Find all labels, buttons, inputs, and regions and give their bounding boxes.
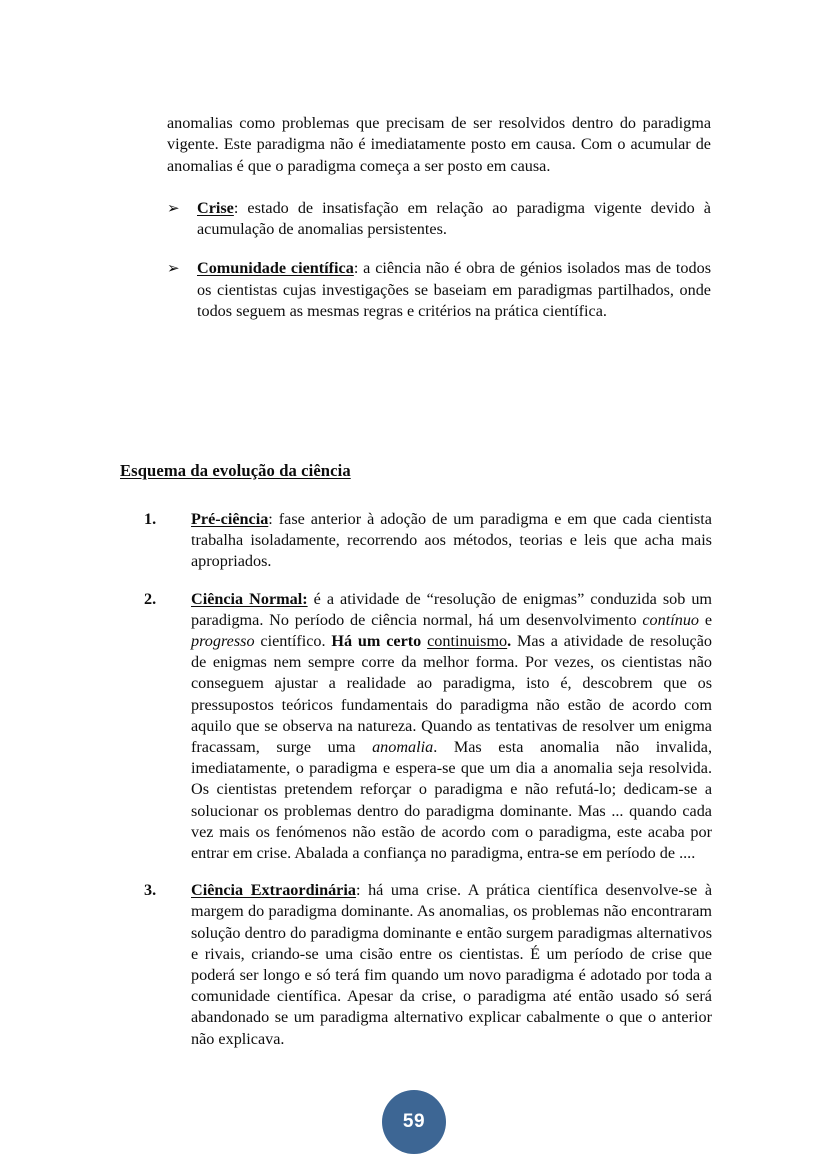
term-label: Crise xyxy=(197,199,234,217)
underlined-text: continuismo xyxy=(427,632,508,651)
bullet-list xyxy=(167,198,711,340)
item-body: a ciência não é obra de génios isolados mas de todos os cientistas cujas investigações se baseiam em paradigmas partilhados, onde todos seguem as mesmas regras e critérios na prática científica. xyxy=(197,259,711,320)
term-label: Comunidade científica xyxy=(197,259,354,278)
term-separator: : xyxy=(268,510,279,528)
section-heading: Esquema da evolução da ciência xyxy=(120,460,351,480)
item-body: fase anterior à adoção de um paradigma e em que cada cientista trabalha isoladamente, recorrendo aos métodos, teorias e leis que acha mais apropriados. xyxy=(191,510,712,571)
emphasis-text: contínuo xyxy=(642,610,700,629)
emphasis-text: anomalia xyxy=(372,738,434,757)
list-item xyxy=(144,589,712,865)
term-label: Ciência Extraordinária xyxy=(191,881,356,900)
item-body: há uma crise. A prática científica desenvolve-se à margem do paradigma dominante. As anomalias, os problemas não encontraram solução dentro do paradigma dominante e então surgem paradigmas alternativos e rivais, criando-se uma cisão entre os cientistas. É um período de crise que poderá ser longo e só terá fim quando um novo paradigma é adotado por toda a comunidade científica. Apesar da crise, o paradigma até então usado só será abandonado se um paradigma alternativo explicar cabalmente o que o anterior não explicava. xyxy=(191,881,712,1048)
item-body: estado de insatisfação em relação ao paradigma vigente devido à acumulação de anomalias persistentes. xyxy=(197,199,711,239)
term-label: Ciência Normal: xyxy=(191,589,308,608)
list-marker: 1. xyxy=(144,510,157,528)
arrow-bullet-icon: ➢ xyxy=(167,199,180,217)
arrow-bullet-icon: ➢ xyxy=(167,259,180,278)
list-item xyxy=(144,880,712,1050)
item-body: é a atividade de “resolução de enigmas” conduzida sob um paradigma. No período de ciência normal, há um desenvolvimento xyxy=(191,589,712,629)
item-body: . Mas esta anomalia não invalida, imediatamente, o paradigma e espera-se que um dia a anomalia seja resolvida. Os cientistas pretendem reforçar o paradigma e não refutá-lo; dedicam-se a solucionar os problemas dentro do paradigma dominante. Mas ... quando cada vez mais os fenómenos não estão de acordo com o paradigma, este acaba por entrar em crise. Abalada a confiança no paradigma, entra-se em período de .... xyxy=(191,738,712,863)
item-body: Mas a atividade de resolução de enigmas nem sempre corre da melhor forma. Por vezes, os cientistas não conseguem ajustar a realidade ao paradigma, isto é, descobrem que os pressupostos teóricos fundamentais do paradigma não estão de acordo com aquilo que se observa na natureza. Quando as tentativas de resolver um enigma fracassam, surge uma xyxy=(191,632,713,757)
page-number-badge xyxy=(382,1090,446,1154)
list-marker: 3. xyxy=(144,881,157,900)
emphasis-text: progresso xyxy=(191,632,255,651)
strong-text: . xyxy=(507,632,512,651)
term-separator: : xyxy=(233,199,248,217)
strong-text: Há um certo xyxy=(331,632,422,651)
list-item xyxy=(144,509,712,573)
term-separator: : xyxy=(355,881,369,900)
top-paragraph: anomalias como problemas que precisam de ser resolvidos dentro do paradigma vigente. Este paradigma não é imediatamente posto em causa. Com o acumular de anomalias é que o paradigma começa a ser posto em causa. xyxy=(167,114,711,175)
list-item xyxy=(167,198,711,240)
numbered-list xyxy=(144,509,712,1066)
list-item xyxy=(167,258,711,322)
list-marker: 2. xyxy=(144,589,157,608)
term-separator: : xyxy=(353,259,364,278)
term-label: Pré-ciência xyxy=(191,510,269,528)
item-body: e xyxy=(699,610,713,629)
item-body: científico. xyxy=(254,632,332,651)
page-number: 59 xyxy=(402,1111,426,1132)
